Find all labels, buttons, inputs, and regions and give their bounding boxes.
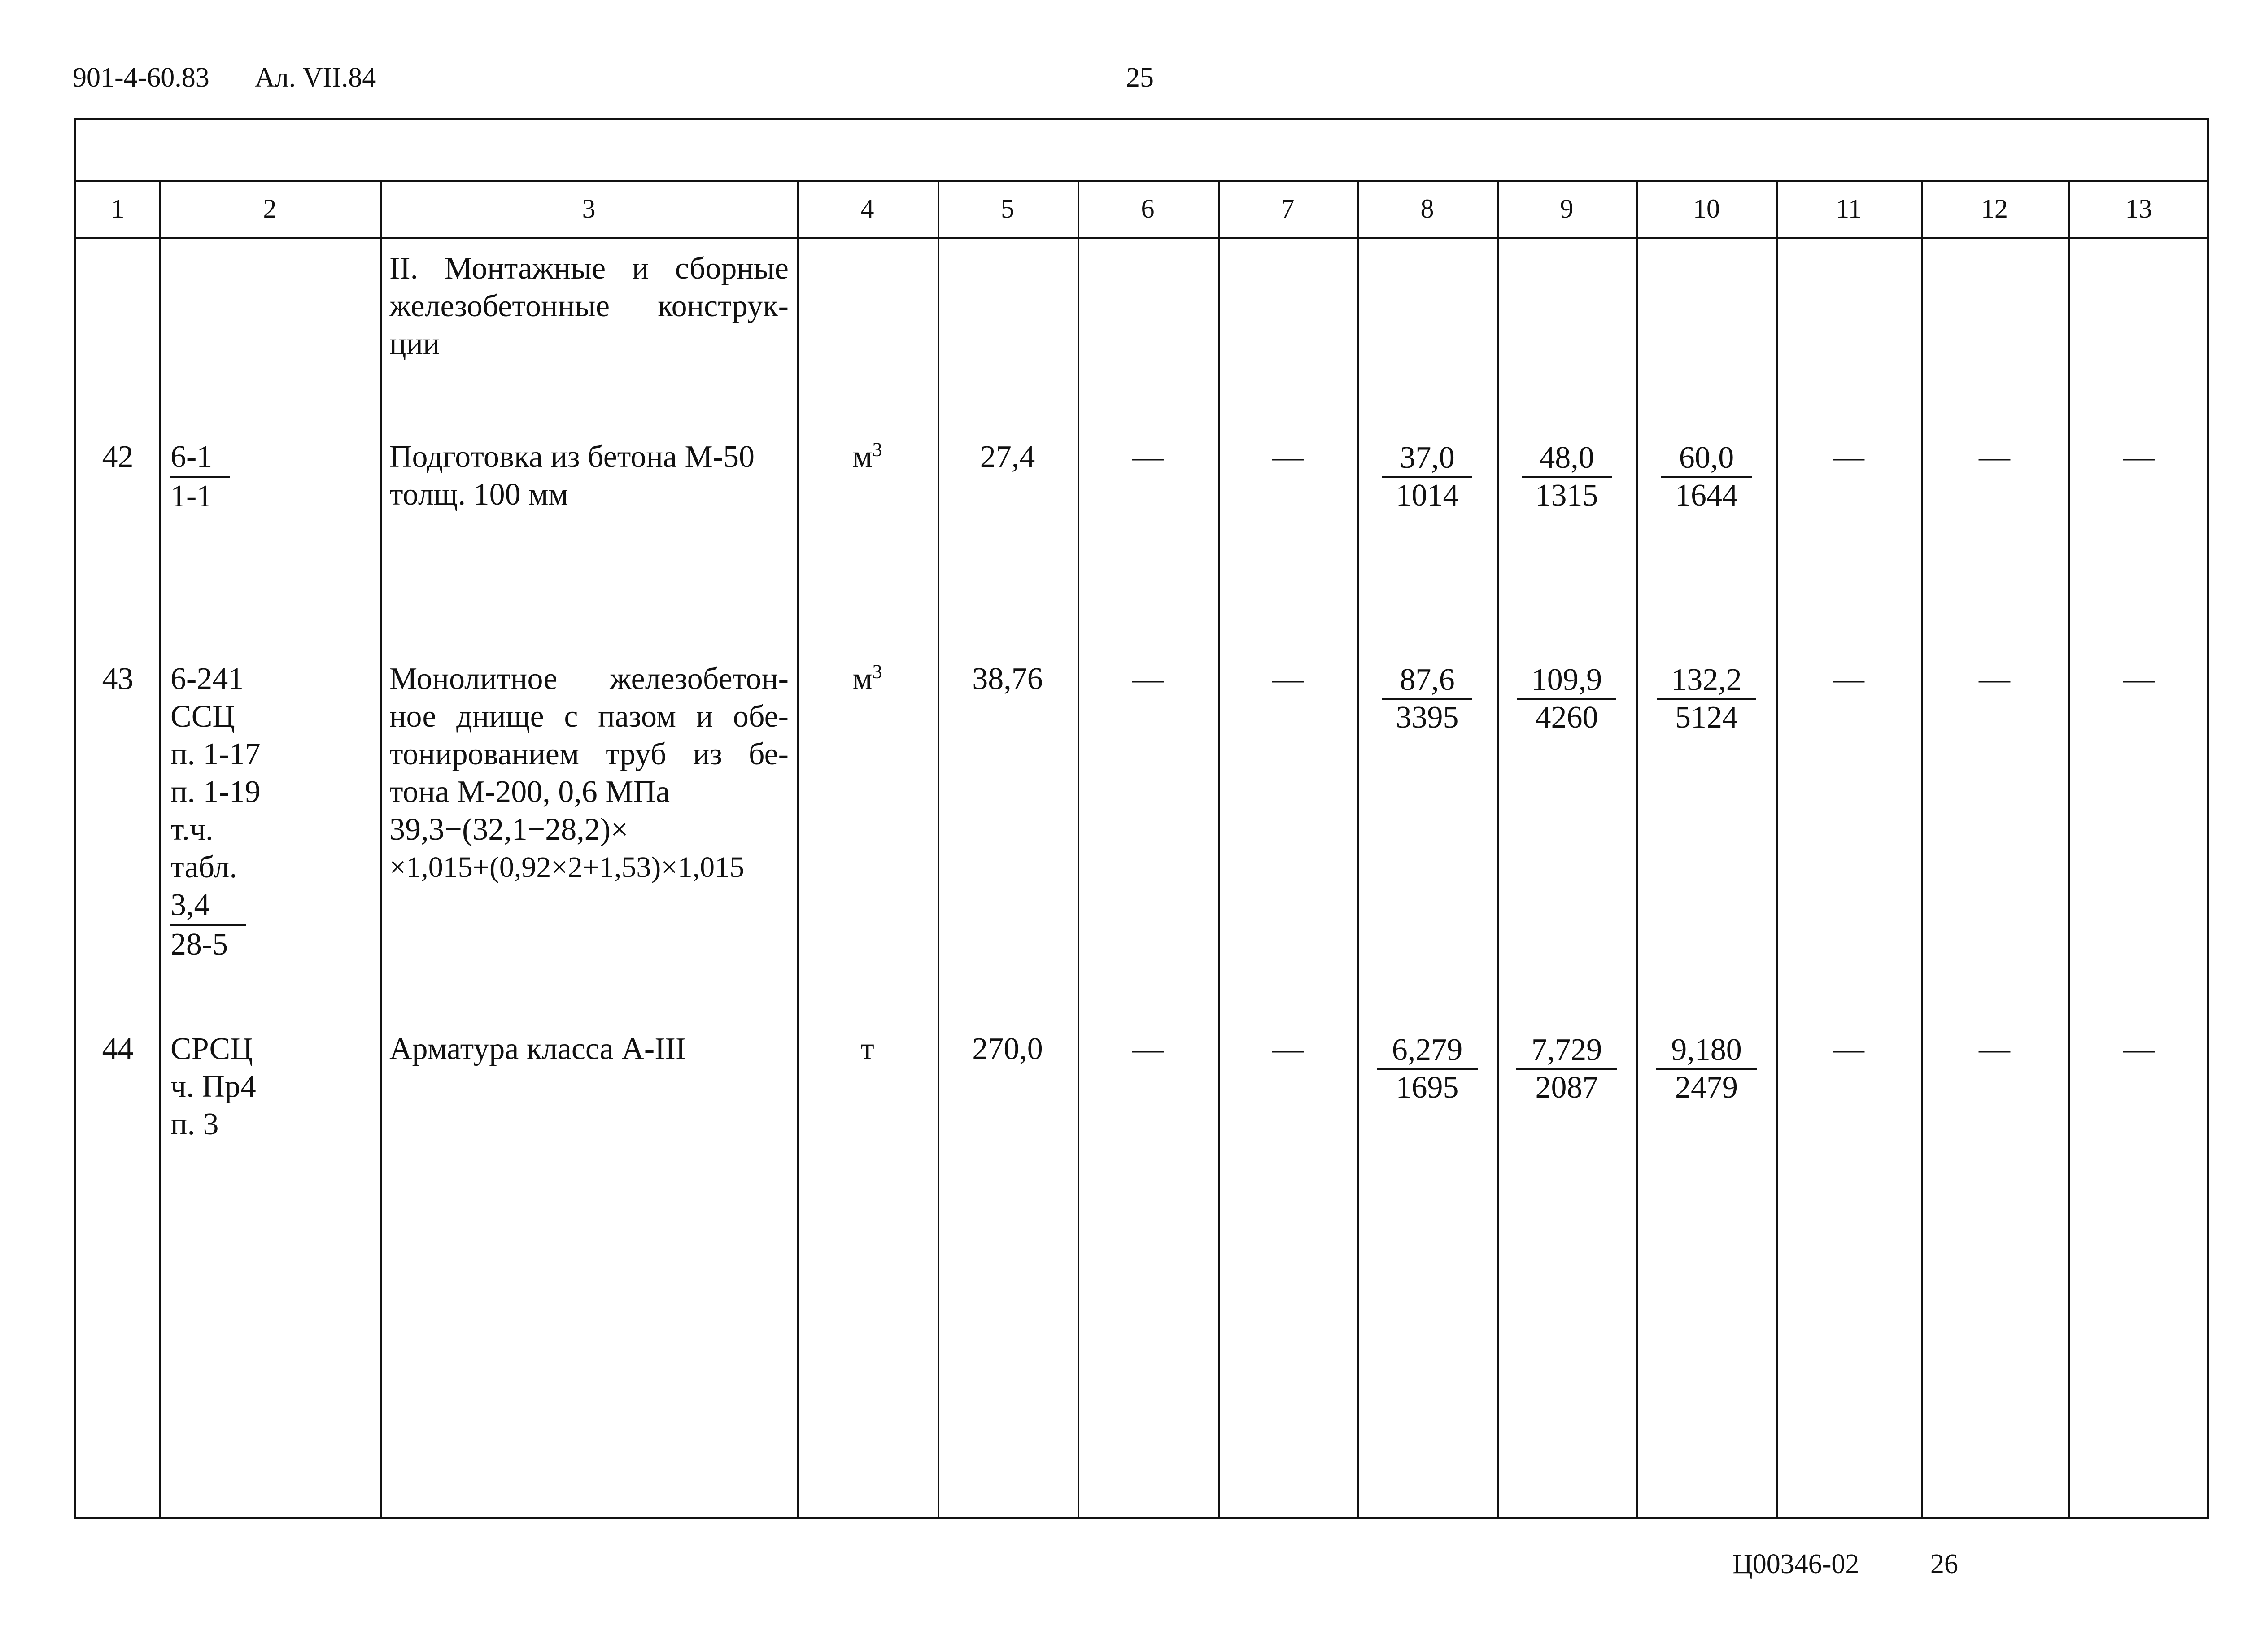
column-divider	[1776, 180, 1778, 1517]
rate-reference: 6-241 ССЦ п. 1-17 п. 1-19 т.ч. табл. 3,4 28-5	[170, 662, 261, 962]
column-divider	[797, 180, 799, 1517]
column-number: 12	[1981, 194, 2008, 223]
dash-cell: —	[1132, 440, 1164, 474]
dash-cell: —	[1833, 440, 1864, 474]
dash-cell: —	[2123, 662, 2155, 696]
column-divider	[1497, 180, 1499, 1517]
unit-of-measure: т	[860, 1032, 874, 1066]
column-number: 6	[1141, 194, 1155, 223]
column-number: 13	[2125, 194, 2152, 223]
column-number: 2	[263, 194, 277, 223]
column-numbers-rule	[76, 237, 2207, 239]
page-number: 25	[1126, 62, 1154, 93]
row-number: 42	[102, 440, 134, 474]
column-number: 10	[1693, 194, 1720, 223]
column-divider	[1218, 180, 1220, 1517]
column-divider	[2068, 180, 2070, 1517]
column-number: 4	[860, 194, 874, 223]
dash-cell: —	[1132, 1032, 1164, 1066]
fraction-value: $\frac{9,180}{2479}$	[1643, 1032, 1770, 1106]
dash-cell: —	[1272, 1032, 1304, 1066]
work-description: Подготовка из бетона М-50 толщ. 100 мм	[389, 440, 755, 512]
work-description: Арматура класса А-III	[389, 1032, 686, 1066]
dash-cell: —	[1833, 1032, 1864, 1066]
dash-cell: —	[1979, 662, 2010, 696]
column-divider	[1078, 180, 1079, 1517]
column-divider	[1921, 180, 1923, 1517]
fraction-value: $\frac{87,6}{3395}$	[1364, 662, 1490, 736]
column-divider	[380, 180, 382, 1517]
rate-reference: СРСЦ ч. Пр4 п. 3	[170, 1032, 256, 1142]
column-number: 7	[1281, 194, 1295, 223]
row-number: 43	[102, 662, 134, 696]
dash-cell: —	[1132, 662, 1164, 696]
unit-of-measure: $м^3$	[852, 660, 882, 696]
work-description: Монолитное железобетон- ное днище с пазом и обе- тонированием труб из бе- тона М-200, 0,6 МПа 39,3−(32,1−28,2)× ×1,015+(0,92×2+1,53)×1,015	[389, 662, 789, 884]
column-number: 11	[1836, 194, 1862, 223]
unit-of-measure: $м^3$	[852, 438, 882, 474]
estimate-table	[74, 118, 2209, 1519]
fraction-value: $\frac{132,2}{5124}$	[1643, 662, 1770, 736]
fraction-value: $\frac{109,9}{4260}$	[1504, 662, 1630, 736]
dash-cell: —	[1979, 1032, 2010, 1066]
quantity: 270,0	[972, 1032, 1043, 1066]
fraction-value: $\frac{6,279}{1695}$	[1364, 1032, 1490, 1106]
dash-cell: —	[1979, 440, 2010, 474]
dash-cell: —	[1833, 662, 1864, 696]
album-number: Ал. VII.84	[255, 62, 376, 93]
header-rule	[76, 180, 2207, 182]
quantity: 27,4	[980, 440, 1035, 474]
row-number: 44	[102, 1032, 134, 1066]
column-number: 1	[111, 194, 125, 223]
dash-cell: —	[2123, 1032, 2155, 1066]
dash-cell: —	[1272, 440, 1304, 474]
footer-document-code: Ц00346-02	[1732, 1549, 1859, 1579]
section-title: II. Монтажные и сборные железобетонные конструк- ции	[389, 251, 789, 361]
fraction-value: $\frac{7,729}{2087}$	[1504, 1032, 1630, 1106]
dash-cell: —	[2123, 440, 2155, 474]
column-number: 5	[1001, 194, 1014, 223]
column-number: 3	[582, 194, 596, 223]
column-number: 8	[1420, 194, 1434, 223]
fraction-value: $\frac{60,0}{1644}$	[1643, 440, 1770, 514]
column-number: 9	[1560, 194, 1574, 223]
column-divider	[1357, 180, 1359, 1517]
footer-page-number: 26	[1930, 1549, 1958, 1579]
fraction-value: $\frac{48,0}{1315}$	[1504, 440, 1630, 514]
column-divider	[938, 180, 939, 1517]
dash-cell: —	[1272, 662, 1304, 696]
rate-reference: 6-1 1-1	[170, 438, 372, 515]
document-code: 901-4-60.83	[73, 62, 209, 93]
fraction-value: $\frac{37,0}{1014}$	[1364, 440, 1490, 514]
column-divider	[1636, 180, 1638, 1517]
quantity: 38,76	[972, 662, 1043, 696]
column-divider	[159, 180, 161, 1517]
